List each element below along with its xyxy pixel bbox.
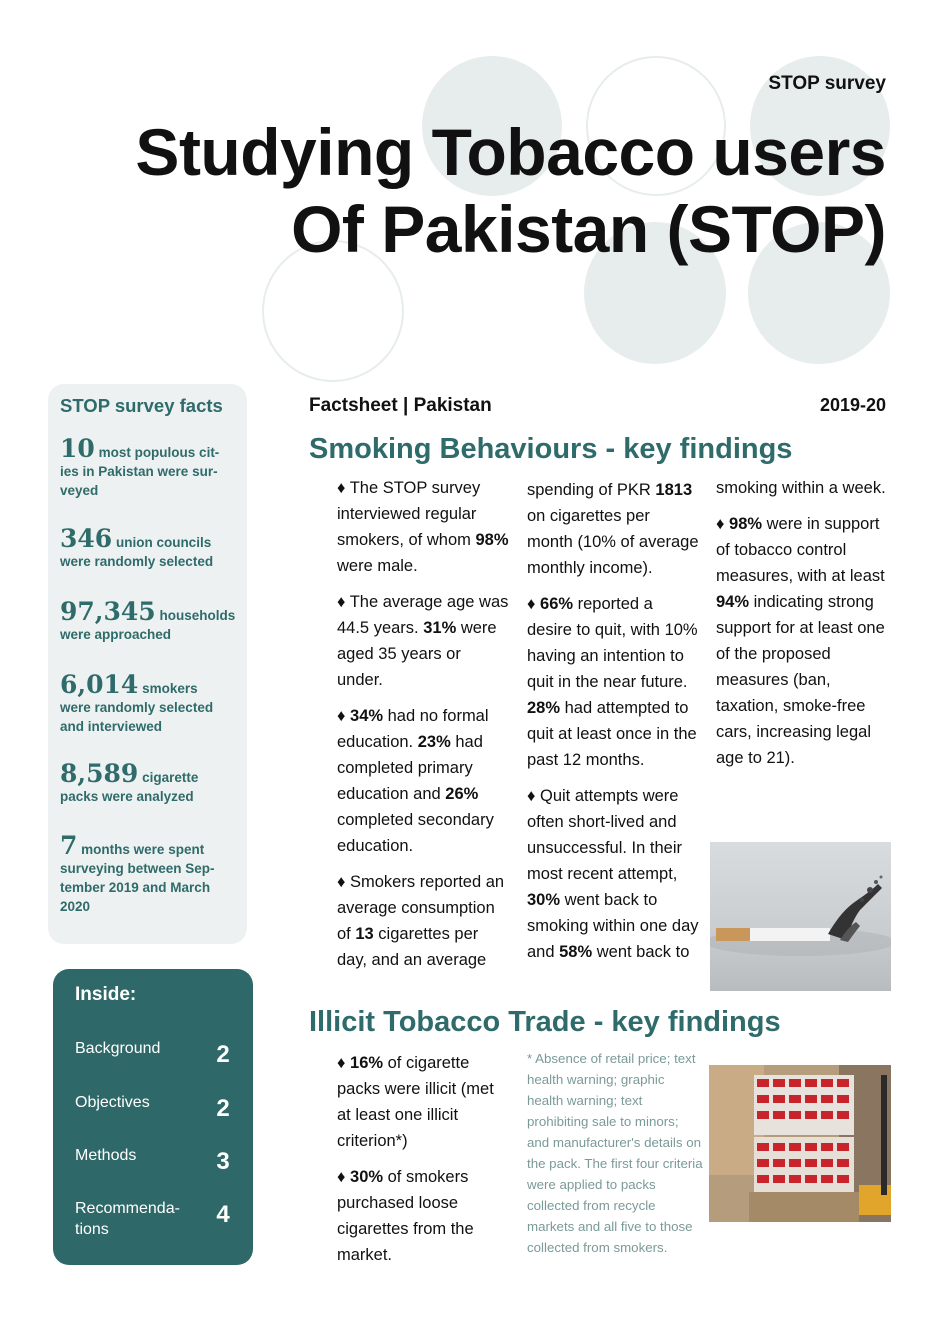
- bullet-icon: ♦: [337, 479, 346, 497]
- fact-text: surveying between Sep-: [60, 861, 215, 876]
- finding-paragraph: ♦ 30% of smokers purchased loose cigarettes from the market.: [337, 1168, 474, 1264]
- fact-text: smokers: [142, 681, 198, 696]
- finding-paragraph: ♦ 34% had no formal education. 23% had completed primary education and 26% completed secondary education.: [337, 707, 494, 855]
- fact-number: 7: [60, 831, 78, 860]
- section-heading-illicit: Illicit Tobacco Trade - key findings: [309, 1006, 781, 1038]
- toc-page-number: 2: [216, 1041, 230, 1068]
- fact-text: packs were analyzed: [60, 789, 194, 804]
- finding-paragraph: ♦ 98% were in support of tobacco control measures, with at least 94% indicating strong support for at least one of the proposed measures (ban, taxation, smoke-free cars, increasing legal age to 21).: [716, 515, 885, 767]
- fact-item: [60, 597, 240, 644]
- bullet-icon: ♦: [716, 515, 725, 533]
- bullet-icon: ♦: [527, 787, 536, 805]
- toc-item-background[interactable]: Background: [75, 1040, 161, 1057]
- facts-heading: STOP survey facts: [60, 395, 223, 416]
- section-heading-smoking: Smoking Behaviours - key findings: [309, 433, 793, 465]
- fact-text: and interviewed: [60, 719, 163, 734]
- fact-item: [60, 670, 240, 736]
- finding-paragraph: ♦ Quit attempts were often short-lived and unsuccessful. In their most recent attempt, 30% went back to smoking within one day and 58% went back to: [527, 787, 699, 961]
- fact-text: tember 2019 and March: [60, 880, 211, 895]
- smoking-column-1: [337, 475, 509, 983]
- cigarette-smoke-photo: [710, 842, 891, 991]
- fact-text: most populous cit-: [98, 445, 220, 460]
- toc-item-methods[interactable]: Methods: [75, 1147, 137, 1164]
- title-line: Studying Tobacco users: [135, 115, 886, 189]
- fact-text: months were spent: [81, 842, 205, 857]
- fact-text: 2020: [60, 899, 91, 914]
- illicit-column-1: [337, 1050, 511, 1278]
- fact-text: union councils: [115, 535, 212, 550]
- fact-text: ies in Pakistan were sur-: [60, 464, 218, 479]
- bullet-icon: ♦: [337, 707, 346, 725]
- finding-paragraph: ♦ The average age was 44.5 years. 31% were aged 35 years or under.: [337, 593, 509, 689]
- fact-text: cigarette: [142, 770, 199, 785]
- toc-item-objectives[interactable]: Objectives: [75, 1094, 150, 1111]
- finding-paragraph: ♦ The STOP survey interviewed regular smokers, of whom 98% were male.: [337, 479, 509, 575]
- bullet-icon: ♦: [337, 1168, 346, 1186]
- finding-paragraph: spending of PKR 1813 on cigarettes per month (10% of average monthly income).: [527, 481, 699, 577]
- finding-paragraph: smoking within a week.: [716, 479, 886, 497]
- illicit-criteria-footnote: * Absence of retail price; text health warning; graphic health warning; text prohibiting sale to minors; and manufacturer's details on the pack. The first four criteria were applied to packs collected from recycle markets and all five to those collected from smokers.: [527, 1051, 703, 1255]
- title-line: Of Pakistan (STOP): [291, 192, 886, 266]
- bullet-icon: ♦: [337, 1054, 346, 1072]
- brand-label: STOP survey: [768, 73, 886, 94]
- year-label: 2019-20: [819, 395, 886, 415]
- fact-text: households: [159, 608, 236, 623]
- smoking-column-2: [527, 477, 699, 975]
- fact-number: 97,345: [60, 597, 156, 626]
- fact-text: veyed: [60, 483, 99, 498]
- toc-page-number: 4: [216, 1201, 230, 1228]
- toc-heading: Inside:: [75, 984, 137, 1005]
- fact-number: 6,014: [60, 670, 139, 699]
- finding-paragraph: ♦ 16% of cigarette packs were illicit (met at least one illicit criterion*): [337, 1054, 494, 1150]
- toc-page-number: 3: [216, 1148, 230, 1175]
- fact-text: were approached: [60, 627, 172, 642]
- bullet-icon: ♦: [337, 873, 346, 891]
- toc-item-recommendations[interactable]: Recommenda- tions: [75, 1200, 180, 1238]
- toc-page-number: 2: [216, 1095, 230, 1122]
- cigarette-cartons-photo: [709, 1065, 891, 1222]
- finding-paragraph: ♦ 66% reported a desire to quit, with 10% having an intention to quit in the near future. 28% had attempted to quit at least once in the past 12 months.: [527, 595, 698, 769]
- page-title: [26, 114, 886, 268]
- bullet-icon: ♦: [337, 593, 346, 611]
- finding-paragraph: ♦ Smokers reported an average consumption of 13 cigarettes per day, and an average: [337, 873, 505, 969]
- fact-item: [60, 759, 240, 806]
- fact-text: were randomly selected: [60, 554, 214, 569]
- survey-facts-panel: [48, 384, 247, 944]
- fact-item: [60, 831, 240, 916]
- factsheet-label: Factsheet | Pakistan: [309, 395, 492, 416]
- fact-number: 10: [60, 434, 95, 463]
- fact-number: 346: [60, 524, 113, 553]
- fact-text: were randomly selected: [60, 700, 214, 715]
- fact-item: [60, 434, 240, 500]
- smoking-column-3: [716, 475, 890, 781]
- fact-item: [60, 524, 240, 571]
- fact-number: 8,589: [60, 759, 139, 788]
- inside-toc-panel: [53, 969, 253, 1265]
- bullet-icon: ♦: [527, 595, 536, 613]
